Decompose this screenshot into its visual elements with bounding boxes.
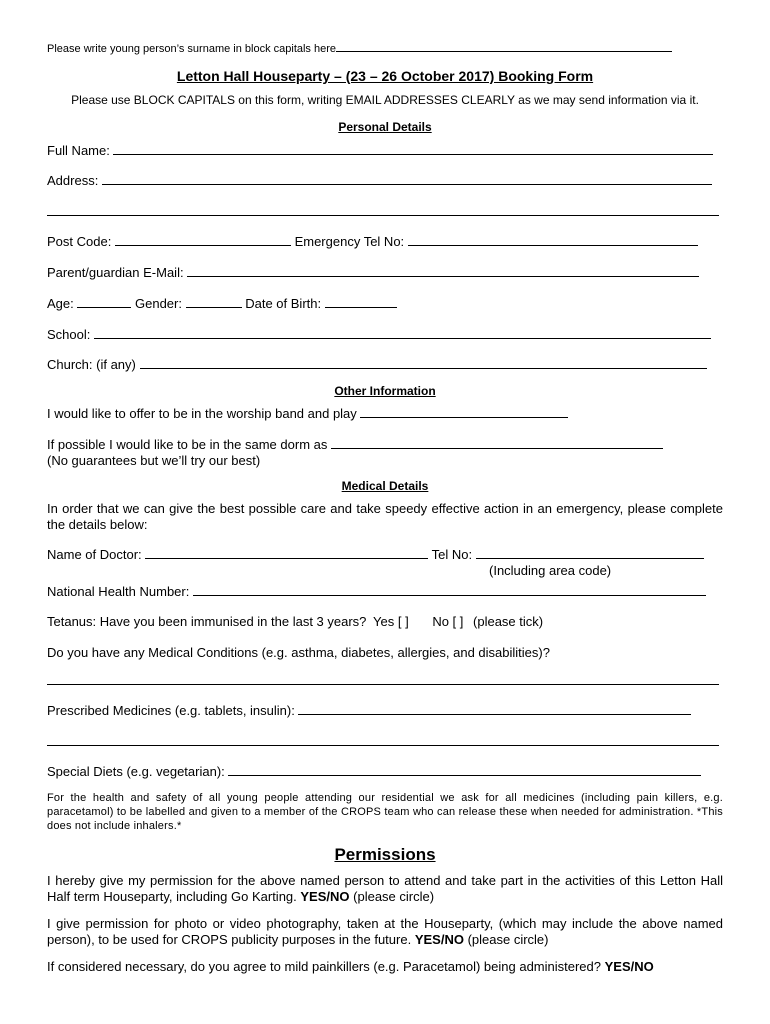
permission-activities-yes-no[interactable]: YES/NO — [300, 889, 350, 904]
gender-label: Gender: — [135, 296, 182, 311]
parent-email-label: Parent/guardian E-Mail: — [47, 265, 184, 280]
conditions-line — [47, 673, 719, 689]
doctor-tel-label: Tel No: — [431, 547, 473, 562]
diets-label: Special Diets (e.g. vegetarian): — [47, 764, 225, 779]
church-label: Church: (if any) — [47, 357, 136, 372]
nhs-number-input[interactable] — [193, 584, 706, 596]
conditions-input[interactable] — [47, 673, 719, 685]
section-personal-details: Personal Details — [338, 120, 432, 134]
tetanus-yes-checkbox[interactable]: Yes [ ] — [373, 614, 409, 629]
address-label: Address: — [47, 173, 99, 188]
school-field — [47, 327, 711, 343]
permission-photography — [47, 916, 723, 948]
worship-band-field — [47, 406, 568, 422]
church-field — [47, 357, 707, 373]
worship-band-input[interactable] — [360, 406, 568, 418]
address-input-line-1[interactable] — [102, 173, 712, 185]
worship-band-label: I would like to offer to be in the worship band and play — [47, 406, 357, 421]
instructions: Please use BLOCK CAPITALS on this form, writing EMAIL ADDRESSES CLEARLY as we may send information via it. — [71, 93, 699, 107]
dorm-input[interactable] — [331, 437, 663, 449]
doctor-label: Name of Doctor: — [47, 547, 142, 562]
permission-photography-yes-no[interactable]: YES/NO — [414, 932, 464, 947]
dob-label: Date of Birth: — [245, 296, 322, 311]
medicines-line-2 — [47, 734, 719, 750]
section-permissions: Permissions — [334, 845, 436, 864]
medicines-label: Prescribed Medicines (e.g. tablets, insulin): — [47, 703, 295, 718]
post-code-input[interactable] — [115, 234, 291, 246]
parent-email-field — [47, 265, 699, 281]
permission-activities-text: I hereby give my permission for the above named person to attend and take part in the activities of this Letton Hall Half term Houseparty, including Go Karting. — [47, 873, 723, 904]
school-label: School: — [47, 327, 91, 342]
dorm-field — [47, 437, 663, 453]
emergency-tel-label: Emergency Tel No: — [294, 234, 405, 249]
gender-input[interactable] — [186, 296, 242, 308]
dob-input[interactable] — [325, 296, 397, 308]
permission-painkillers-yes-no[interactable]: YES/NO — [604, 959, 654, 974]
tick-note: (please tick) — [473, 614, 544, 629]
permission-painkillers-text: If considered necessary, do you agree to mild painkillers (e.g. Paracetamol) being administered? — [47, 959, 601, 974]
post-code-label: Post Code: — [47, 234, 112, 249]
dorm-label: If possible I would like to be in the same dorm as — [47, 437, 328, 452]
section-other-information: Other Information — [334, 384, 436, 398]
permission-activities — [47, 873, 723, 905]
permission-photography-circle-note: (please circle) — [467, 932, 549, 947]
conditions-label: Do you have any Medical Conditions (e.g. asthma, diabetes, allergies, and disabilities)? — [47, 645, 550, 660]
full-name-input[interactable] — [113, 143, 713, 155]
school-input[interactable] — [94, 327, 711, 339]
parent-email-input[interactable] — [187, 265, 699, 277]
permission-photography-text: I give permission for photo or video photography, taken at the Houseparty, (which may include the above named person), to be used for CROPS publicity purposes in the future. — [47, 916, 723, 947]
church-input[interactable] — [140, 357, 707, 369]
full-name-label: Full Name: — [47, 143, 110, 158]
dorm-note: (No guarantees but we’ll try our best) — [47, 453, 261, 468]
form-title: Letton Hall Houseparty – (23 – 26 October 2017) Booking Form — [176, 68, 594, 84]
age-gender-dob-row — [47, 296, 397, 312]
permission-activities-circle-note: (please circle) — [353, 889, 435, 904]
emergency-tel-input[interactable] — [408, 234, 698, 246]
nhs-number-field — [47, 584, 706, 600]
address-field — [47, 173, 712, 189]
diets-field — [47, 764, 701, 780]
permission-painkillers — [47, 959, 654, 975]
section-medical-details: Medical Details — [341, 479, 429, 493]
age-input[interactable] — [77, 296, 131, 308]
doctor-input[interactable] — [145, 547, 428, 559]
medicines-input-line-2[interactable] — [47, 734, 719, 746]
medicines-input-line-1[interactable] — [298, 703, 691, 715]
surname-input[interactable] — [336, 40, 672, 52]
nhs-number-label: National Health Number: — [47, 584, 190, 599]
tetanus-no-checkbox[interactable]: No [ ] — [432, 614, 464, 629]
surname-label: Please write young person’s surname in block capitals here — [47, 43, 337, 55]
safety-note: For the health and safety of all young people attending our residential we ask for all medicines (including pain killers, e.g. paracetamol) to be labelled and given to a member of the CROPS team who can release these when needed for administration. *This does not include inhalers.* — [47, 792, 723, 832]
tetanus-row — [47, 614, 543, 630]
address-input-line-2[interactable] — [47, 204, 719, 216]
address-line-2 — [47, 204, 719, 220]
medical-intro: In order that we can give the best possible care and take speedy effective action in an emergency, please complete the details below: — [47, 501, 723, 532]
diets-input[interactable] — [228, 764, 701, 776]
full-name-field — [47, 143, 713, 159]
postcode-emergency-row — [47, 234, 698, 250]
doctor-row — [47, 547, 704, 563]
medicines-field — [47, 703, 691, 719]
age-label: Age: — [47, 296, 74, 311]
doctor-tel-input[interactable] — [476, 547, 704, 559]
tetanus-label: Tetanus: Have you been immunised in the last 3 years? — [47, 614, 367, 629]
surname-field — [47, 40, 672, 57]
area-code-note: (Including area code) — [489, 563, 612, 578]
